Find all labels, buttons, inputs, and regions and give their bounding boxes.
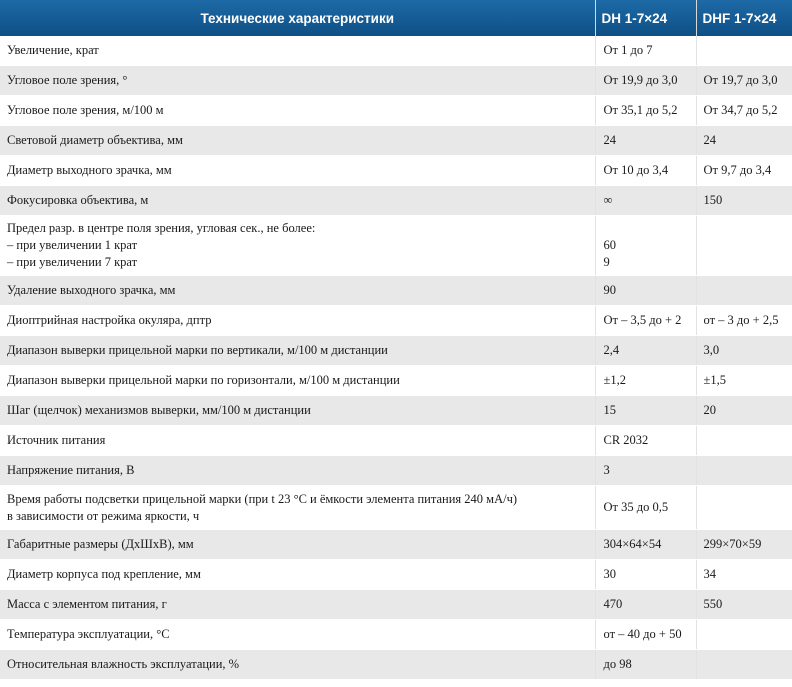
row-name: Диапазон выверки прицельной марки по вертикали, м/100 м дистанции [0,336,595,366]
row-name [0,216,595,276]
table-row [0,456,792,486]
row-value-dhf [696,620,792,650]
row-name: Диапазон выверки прицельной марки по горизонтали, м/100 м дистанции [0,366,595,396]
row-name-line: Предел разр. в центре поля зрения, угловая сек., не более: [7,221,316,235]
row-name: Относительная влажность эксплуатации, % [0,650,595,680]
header-row [0,0,792,36]
row-value-dh: 470 [595,590,696,620]
table-row [0,560,792,590]
row-name: Увеличение, крат [0,36,595,66]
row-value-dhf: ±1,5 [696,366,792,396]
row-value-dh: 24 [595,126,696,156]
row-name-line: – при увеличении 1 крат [7,238,138,252]
row-value-dhf [696,426,792,456]
row-value-dhf: 550 [696,590,792,620]
table-row [0,486,792,530]
table-row [0,366,792,396]
row-value-dhf: 3,0 [696,336,792,366]
header-name: Технические характеристики [0,0,595,36]
row-value-line: 60 [603,238,616,252]
row-name: Масса с элементом питания, г [0,590,595,620]
row-name: Источник питания [0,426,595,456]
row-name [0,486,595,530]
row-value-dh: CR 2032 [595,426,696,456]
row-name-line: Время работы подсветки прицельной марки (при t 23 °C и ёмкости элемента питания 240 мА/ч) [7,491,518,506]
row-value-dhf [696,486,792,530]
row-value-dh: до 98 [595,650,696,680]
row-value-dh: От 35,1 до 5,2 [595,96,696,126]
table-row [0,156,792,186]
table-row [0,216,792,276]
row-value-dhf [696,36,792,66]
table-row [0,306,792,336]
row-value-dhf [696,456,792,486]
row-value-dh: От – 3,5 до + 2 [595,306,696,336]
row-value-dhf: От 19,7 до 3,0 [696,66,792,96]
row-name: Световой диаметр объектива, мм [0,126,595,156]
table-row [0,590,792,620]
table-row [0,36,792,66]
row-value-dh: 3 [595,456,696,486]
row-value-line [604,220,689,237]
table-row [0,96,792,126]
row-value-dhf: 24 [696,126,792,156]
row-name-line: – при увеличении 7 крат [7,255,138,269]
row-value-dhf: От 9,7 до 3,4 [696,156,792,186]
row-value-dh: ±1,2 [595,366,696,396]
table-row [0,276,792,306]
row-name-line: в зависимости от режима яркости, ч [7,508,200,523]
table-row [0,186,792,216]
row-value-dh: 2,4 [595,336,696,366]
row-value-dh [595,216,696,276]
row-value-dhf: От 34,7 до 5,2 [696,96,792,126]
row-value-dh: От 35 до 0,5 [595,486,696,530]
row-value-dhf: 150 [696,186,792,216]
row-name: Диаметр корпуса под крепление, мм [0,560,595,590]
row-name: Габаритные размеры (ДхШхВ), мм [0,530,595,560]
row-value-dhf: 20 [696,396,792,426]
row-value-dh: 15 [595,396,696,426]
row-value-dhf [696,276,792,306]
row-value-dh: От 10 до 3,4 [595,156,696,186]
row-value-dh: От 19,9 до 3,0 [595,66,696,96]
row-name: Температура эксплуатации, °С [0,620,595,650]
row-value-dhf: от – 3 до + 2,5 [696,306,792,336]
row-name: Фокусировка объектива, м [0,186,595,216]
row-value-dhf: 299×70×59 [696,530,792,560]
header-col-dh: DH 1-7×24 [595,0,696,36]
row-value-dh: от – 40 до + 50 [595,620,696,650]
row-value-dhf [696,216,792,276]
table-row [0,530,792,560]
table-row [0,620,792,650]
row-value-line: 9 [603,255,610,269]
row-value-dhf [696,650,792,680]
row-name: Угловое поле зрения, м/100 м [0,96,595,126]
row-name: Диоптрийная настройка окуляра, дптр [0,306,595,336]
table-row [0,396,792,426]
row-name: Напряжение питания, В [0,456,595,486]
row-name: Шаг (щелчок) механизмов выверки, мм/100 м дистанции [0,396,595,426]
row-value-dh: От 1 до 7 [595,36,696,66]
table-row [0,426,792,456]
row-name: Угловое поле зрения, ° [0,66,595,96]
row-name: Диаметр выходного зрачка, мм [0,156,595,186]
row-value-dh: ∞ [595,186,696,216]
table-row [0,650,792,680]
row-value-dh: 30 [595,560,696,590]
row-name: Удаление выходного зрачка, мм [0,276,595,306]
row-value-dh: 304×64×54 [595,530,696,560]
table-row [0,126,792,156]
header-col-dhf: DHF 1-7×24 [696,0,792,36]
table-row [0,336,792,366]
row-value-dhf: 34 [696,560,792,590]
table-row [0,66,792,96]
row-value-dh: 90 [595,276,696,306]
